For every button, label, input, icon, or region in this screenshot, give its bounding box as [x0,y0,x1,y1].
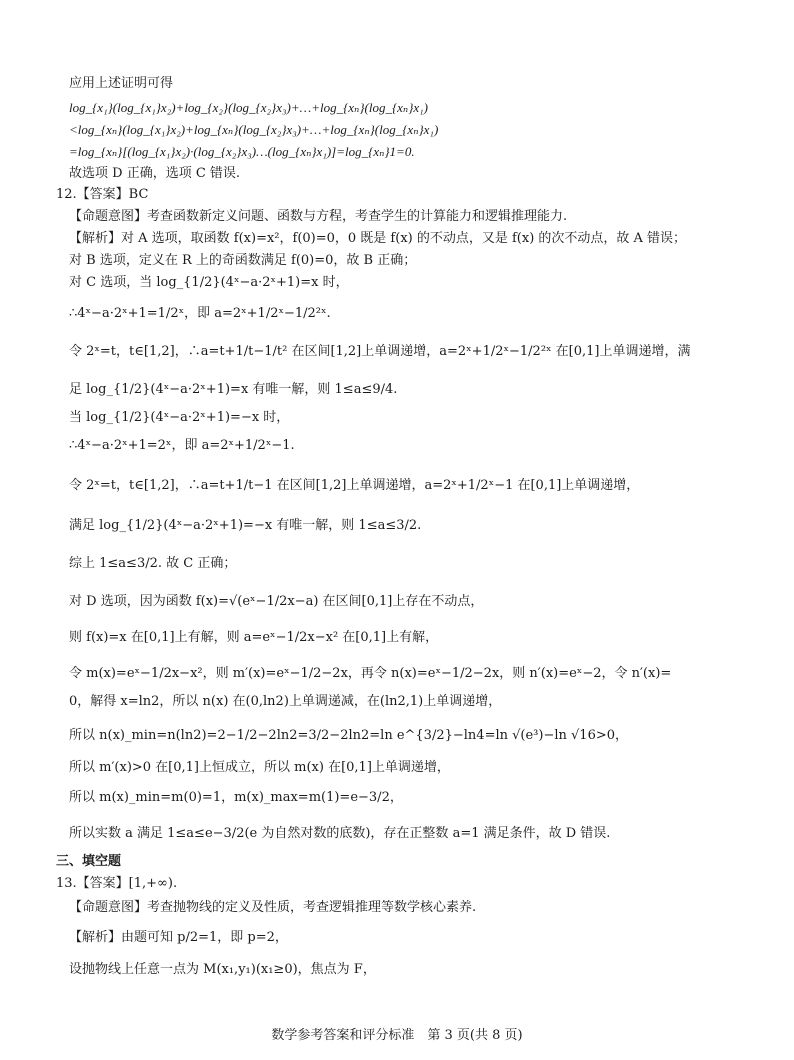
formula-line: log_{x₁}(log_{x₁}x₂)+log_{x₂}(log_{x₂}x₃)+…+log_{xₙ}(log_{xₙ}x₁) [69,100,429,115]
formula-line: 令 m(x)=eˣ−1/2x−x²，则 m′(x)=eˣ−1/2−2x，再令 n(x)=eˣ−1/2−2x，则 n′(x)=eˣ−2，令 n′(x)= [69,666,672,681]
text-line: 对 C 选项，当 log_{1/2}(4ˣ−a·2ˣ+1)=x 时， [69,275,349,290]
text-line: 当 log_{1/2}(4ˣ−a·2ˣ+1)=−x 时， [69,410,290,425]
text-line: 【命题意图】考查抛物线的定义及性质，考查逻辑推理等数学核心素养. [69,900,477,915]
formula-line: ∴4ˣ−a·2ˣ+1=1/2ˣ，即 a=2ˣ+1/2ˣ−1/2²ˣ. [69,306,331,321]
text-line: 【解析】对 A 选项，取函数 f(x)=x²，f(0)=0，0 既是 f(x) 的不动点，又是 f(x) 的次不动点，故 A 错误； [69,231,687,246]
text-line: 故选项 D 正确，选项 C 错误. [69,166,241,181]
formula-line: ∴4ˣ−a·2ˣ+1=2ˣ，即 a=2ˣ+1/2ˣ−1. [69,438,295,453]
text-line: 设抛物线上任意一点为 M(x₁,y₁)(x₁≥0)，焦点为 F， [69,962,376,977]
page-footer: 数学参考答案和评分标准 第 3 页(共 8 页) [271,1028,523,1043]
formula-line: 令 2ˣ=t，t∈[1,2]，∴a=t+1/t−1 在区间[1,2]上单调递增，a=2ˣ+1/2ˣ−1 在[0,1]上单调递增， [69,478,640,493]
formula-line: 对 D 选项，因为函数 f(x)=√(eˣ−1/2x−a) 在区间[0,1]上存在不动点， [69,594,484,609]
formula-line: <log_{xₙ}(log_{x₁}x₂)+log_{xₙ}(log_{x₂}x₃)+…+log_{xₙ}(log_{xₙ}x₁) [69,122,439,137]
text-line: 对 B 选项，定义在 R 上的奇函数满足 f(0)=0，故 B 正确； [69,253,417,268]
formula-line: 【解析】由题可知 p/2=1，即 p=2， [69,930,288,945]
formula-line: 足 log_{1/2}(4ˣ−a·2ˣ+1)=x 有唯一解，则 1≤a≤9/4. [69,382,398,397]
formula-line: 所以实数 a 满足 1≤a≤e−3/2(e 为自然对数的底数)，存在正整数 a=1 满足条件，故 D 错误. [69,826,611,841]
formula-line: =log_{xₙ}[(log_{x₁}x₂)·(log_{x₂}x₃)…(log_{xₙ}x₁)]=log_{xₙ}1=0. [69,144,415,159]
text-line: 0，解得 x=ln2，所以 n(x) 在(0,ln2)上单调递减，在(ln2,1)上单调递增， [69,694,502,709]
formula-line: 满足 log_{1/2}(4ˣ−a·2ˣ+1)=−x 有唯一解，则 1≤a≤3/2. [69,518,422,533]
answer-heading: 12.【答案】BC [56,187,149,202]
text-line: 所以 m′(x)>0 在[0,1]上恒成立，所以 m(x) 在[0,1]上单调递增， [69,760,450,775]
formula-line: 所以 m(x)_min=m(0)=1，m(x)_max=m(1)=e−3/2， [69,790,403,805]
text-line: 综上 1≤a≤3/2. 故 C 正确； [69,556,237,571]
section-heading: 三、填空题 [56,854,122,869]
answer-heading: 13.【答案】[1,+∞). [56,876,178,891]
formula-line: 令 2ˣ=t，t∈[1,2]，∴a=t+1/t−1/t² 在区间[1,2]上单调递增，a=2ˣ+1/2ˣ−1/2²ˣ 在[0,1]上单调递增，满 [69,344,691,359]
formula-line: 所以 n(x)_min=n(ln2)=2−1/2−2ln2=3/2−2ln2=ln e^{3/2}−ln4=ln √(e³)−ln √16>0， [69,728,628,743]
formula-line: 则 f(x)=x 在[0,1]上有解，则 a=eˣ−1/2x−x² 在[0,1]上有解， [69,630,439,645]
text-line: 应用上述证明可得 [69,76,174,91]
text-line: 【命题意图】考查函数新定义问题、函数与方程，考查学生的计算能力和逻辑推理能力. [69,209,568,224]
